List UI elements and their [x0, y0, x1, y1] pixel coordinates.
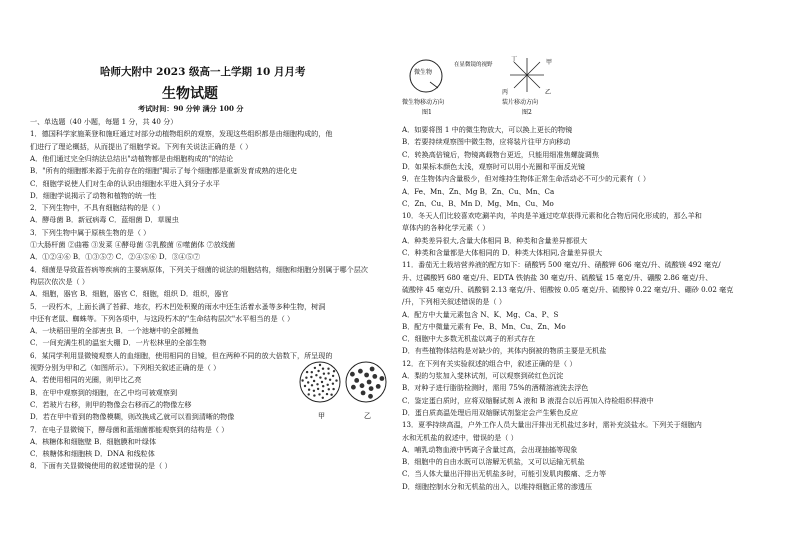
blood-cell	[305, 377, 307, 379]
question-line: D．如果标本颜色太浅，观察时可以用小光圈和平面反光镜	[402, 161, 586, 171]
question-line: A．核糖体和细胞壁 B．细胞膜和叶绿体	[30, 436, 157, 446]
question-line: 视野分别为甲和乙（如图所示）。下列相关叙述正确的是（ ）	[30, 363, 221, 372]
blood-cell	[327, 384, 329, 386]
dir-down: 乙	[545, 89, 552, 96]
blood-cell	[316, 383, 318, 385]
blood-cell	[311, 384, 313, 386]
question-line: 13．夏季持续高温，户外工作人员大量出汗排出无机盐过多时，需补充淡盐水。下列关于细胞内	[402, 420, 702, 430]
question-line: C．一间充满生机的温室大棚 D．一片松林里的全部生物	[30, 338, 207, 348]
question-line: 4．细菌是导致蓝苔病等疾病的主要病原体，下列关于细菌的说法的细胞结构，细胞和细胞分别属于哪个层次	[30, 264, 368, 274]
question-line: C．细胞中大多数无机盐以离子的形式存在	[402, 334, 536, 344]
question-line: A．他们通过完全归纳法总结出"动植物都是由细胞构成的"的结论	[30, 153, 234, 163]
question-line: 1．德国科学家施莱登和施旺通过对部分动植物组织的观察，发现这些组织都是由细胞构成的，他	[30, 129, 333, 139]
blood-cell	[335, 379, 337, 381]
question-line: A．一块稻田里的全部害虫 B．一个池塘中的全部鲤鱼	[30, 326, 199, 336]
exam-subject: 生物试题	[162, 86, 218, 102]
question-line: /升，下列相关叙述错误的是（ ）	[402, 297, 506, 307]
question-line: A．若使用相同的光圈，则甲比乙亮	[30, 375, 142, 385]
blood-cell	[360, 383, 365, 388]
blood-cell	[370, 367, 375, 372]
question-line: 硫酸锌 45 毫克/升、硫酸铜 2.13 毫克/升、钼酸铵 0.05 毫克/升、硫酸锌 0.22 毫克/升、硼砂 0.02 毫克	[402, 284, 734, 294]
question-line: 一、单选题（40 小题，每题 1 分，共 40 分）	[30, 117, 178, 126]
blood-cell	[308, 389, 310, 391]
blood-cell	[317, 370, 319, 372]
question-line: 草体内的各种化学元素（ ）	[402, 223, 490, 233]
question-line: A．如要将图 1 中的微生物放大，可以换上更长的物镜	[402, 125, 573, 134]
blood-cell	[380, 376, 385, 381]
exam-meta: 考试时间：90 分钟 满分 100 分	[138, 104, 244, 113]
blood-cell	[311, 371, 313, 373]
blood-cell	[332, 375, 334, 377]
question-line: 12．在下列有关实验叙述的组合中，叙述正确的是（ ）	[402, 358, 577, 368]
question-line: 们进行了理论概括，从而提出了细胞学说。下列有关说法正确的是（ ）	[30, 141, 253, 151]
exam-title: 哈师大附中 2023 级高一上学期 10 月月考	[100, 66, 306, 78]
blood-cell	[314, 367, 316, 369]
blood-cell	[332, 383, 334, 385]
blood-cell	[322, 397, 324, 399]
fig1-sub-2: 图2	[522, 109, 532, 116]
blood-cell	[322, 390, 324, 392]
question-line: C．细胞学说使人们对生命的认识由细胞水平进入到分子水平	[30, 178, 220, 188]
blood-cell	[332, 388, 334, 390]
figure-label-b: 乙	[364, 412, 371, 420]
question-line: 8．下面有关显微镜使用的叙述错误的是（ ）	[30, 461, 172, 471]
dir-up: 丁	[511, 56, 518, 63]
blood-cell	[319, 364, 321, 366]
blood-cell	[313, 394, 315, 396]
view-circle-a	[300, 362, 340, 402]
blood-cell	[308, 393, 310, 395]
blood-cell	[376, 384, 381, 389]
question-line: 10．冬天人们比较喜欢吃涮羊肉，羊肉是羊通过吃草获得元素和化合物后同化形成的，那么羊和	[402, 211, 702, 221]
question-line: 3．下列生物中属于原核生物的是（ ）	[30, 227, 151, 237]
question-line: C．若玻片右移，则甲的物像会右移而乙的物像左移	[30, 399, 192, 409]
question-line: B．配方中微量元素有 Fe、B、Mn、Cu、Zn、Mo	[402, 321, 566, 331]
question-line: D．细胞控制水分和无机盐的出入，以维持细胞正常的渗透压	[402, 481, 593, 491]
question-line: B．在甲中观察到的细胞，在乙中均可被观察到	[30, 387, 178, 397]
question-line: D．蛋白质高温处理后用双缩脲试剂鉴定会产生紫色反应	[402, 407, 578, 417]
question-line: 构层次依次是（ ）	[30, 276, 90, 286]
blood-cell-figure	[298, 352, 392, 422]
question-line: C．种类和含量都是大体相同的 D．种类大体相同,含量差异很大	[402, 248, 603, 257]
blood-cell	[369, 386, 374, 391]
view-label: 在显微镜的视野	[454, 62, 493, 68]
question-line: 7．在电子显微镜下，酵母菌和蓝细菌都能观察到的结构是（ ）	[30, 424, 229, 434]
blood-cell	[322, 368, 324, 370]
question-line: A．种类差异很大,含量大体相同 B．种类和含量差异都很大	[402, 235, 588, 245]
question-line: B．"所有的细胞都来源于先前存在的细胞"揭示了每个细胞都是重新发育成熟的进化史	[30, 166, 298, 176]
question-line: A．细胞，器官 B．细胞，器官 C．细胞，组织 D．组织，器官	[30, 289, 229, 299]
blood-cell	[327, 372, 329, 374]
blood-cell	[361, 391, 366, 396]
blood-cell	[323, 373, 325, 375]
question-line: A．Fe、Mn、Zn、Mg B．Zn、Cu、Mn、Ca	[402, 186, 555, 196]
question-line: D．有些植物体结构是对缺少的，其体内倒被的物质主要是无机盐	[402, 346, 607, 356]
question-line: 水和无机盐的叙述中，错误的是（ ）	[402, 432, 518, 442]
question-line: A．梨的匀浆加入斐林试剂，可以观察到砖红色沉淀	[402, 371, 564, 380]
blood-cell	[315, 374, 317, 376]
blood-cell	[306, 371, 308, 373]
question-line: ①大肠杆菌 ②曲霉 ③发菜 ④酵母菌 ⑤乳酸菌 ⑥噬菌体 ⑦放线菌	[30, 240, 236, 249]
dir-right: 甲	[546, 59, 553, 66]
figure-label-a: 甲	[318, 412, 325, 420]
blood-cell	[330, 394, 332, 396]
question-line: A．配方中大量元素包含 N、K、Mg、Ca、P、S	[402, 309, 559, 319]
blood-cells-a	[301, 364, 337, 399]
question-line: 11．番茄无土栽培营养液的配方如下：硝酸钙 500 毫克/升、硝酸钾 606 毫克/升、硫酸镁 492 毫克/	[402, 260, 721, 270]
question-line: 5．一段朽木，上面长满了苔藓、地衣，朽木凹处积聚的雨水中还生活着水蚤等多种生物，树洞	[30, 301, 326, 311]
question-line: A．①②④⑥ B．①③⑤⑦ C．②④⑤⑥ D．③④⑤⑦	[30, 252, 201, 262]
question-line: D．细胞学说揭示了动物和植物的统一性	[30, 190, 157, 200]
blood-cell	[329, 379, 331, 381]
blood-cell	[313, 390, 315, 392]
blood-cell	[350, 372, 355, 377]
question-line: B．细胞中的自由水既可以溶解无机盐，又可以运输无机盐	[402, 457, 585, 467]
blood-cell	[351, 385, 356, 390]
dir-left: 丙	[502, 89, 509, 96]
fig1-caption-2: 装片移动方向	[502, 99, 539, 106]
question-line: B．对种子进行脂肪检测时，需用 75%的酒精溶液洗去浮色	[402, 383, 589, 393]
blood-cell	[324, 377, 326, 379]
question-line: C．核糖体和细胞核 D．DNA 和线粒体	[30, 449, 155, 459]
question-line: 9．在生物体内含量极少，但对维持生物体正常生命活动必不可少的元素有（ ）	[402, 174, 650, 184]
blood-cell	[321, 381, 323, 383]
blood-cell	[364, 373, 369, 378]
blood-cell	[368, 394, 373, 399]
blood-cell	[301, 379, 303, 381]
blood-cell	[319, 376, 321, 378]
blood-cell	[313, 380, 315, 382]
view-circle-b	[346, 362, 386, 402]
question-line: C．当人体大量出汗排出无机盐多时，可能引发肌肉酸痛、乏力等	[402, 469, 607, 479]
blood-cell	[327, 368, 329, 370]
blood-cell	[333, 370, 335, 372]
question-line: 6．某同学利用显微镜观察人的血细胞，使用相同的目镜，但在两种不同的放大倍数下，所呈现的	[30, 350, 333, 360]
question-line: B．若要持续观察图中微生物，应将装片往甲方向移动	[402, 137, 571, 147]
blood-cell	[310, 376, 312, 378]
question-line: 中还有老鼠、蜘蛛等。下列各项中，与这段朽木的"生命结构层次"水平相当的是（ ）	[30, 313, 295, 323]
question-line: D．若在甲中看到的物像模糊，则改换成乙就可以看到清晰的物像	[30, 412, 235, 422]
question-line: C．Zn、Cu、B、Mn D．Mg、Mn、Cu、Mo	[402, 198, 554, 208]
blood-cell	[326, 393, 328, 395]
blood-cell	[307, 381, 309, 383]
question-line: A．哺乳动物血液中钙离子含量过高，会出现抽搐等现象	[402, 444, 578, 454]
microscope-figure	[402, 54, 582, 120]
blood-cells-b	[350, 367, 384, 399]
fig1-caption-1: 微生物移动方向	[402, 99, 445, 106]
question-line: 升、过磷酸钙 680 毫克/升、EDTA 铁钠盐 30 毫克/升、硫酸锰 15 毫克/升、硼酸 2.86 毫克/升、	[402, 272, 713, 282]
micro-label: 微生物	[414, 69, 433, 76]
blood-cell	[328, 388, 330, 390]
blood-cell	[372, 374, 377, 379]
blood-cell	[354, 378, 359, 383]
question-line: C．鉴定蛋白质时，应将双缩脲试剂 A 液和 B 液混合以后再加入待检组织样液中	[402, 395, 654, 405]
fig1-sub-1: 图1	[422, 109, 432, 116]
question-line: 2．下列生物中，不具有细胞结构的是（ ）	[30, 203, 165, 213]
blood-cell	[318, 393, 320, 395]
micro-direction-arrow	[430, 82, 438, 88]
blood-cell	[322, 385, 324, 387]
blood-cell	[367, 380, 372, 385]
blood-cell	[304, 385, 306, 387]
question-line: C．转换高倍镜后，物镜离载物台更近，只能用细准焦螺旋调焦	[402, 149, 599, 159]
blood-cell	[358, 369, 363, 374]
blood-cell	[317, 388, 319, 390]
question-line: A．酵母菌 B．新冠病毒 C．蓝细菌 D．草履虫	[30, 215, 179, 225]
